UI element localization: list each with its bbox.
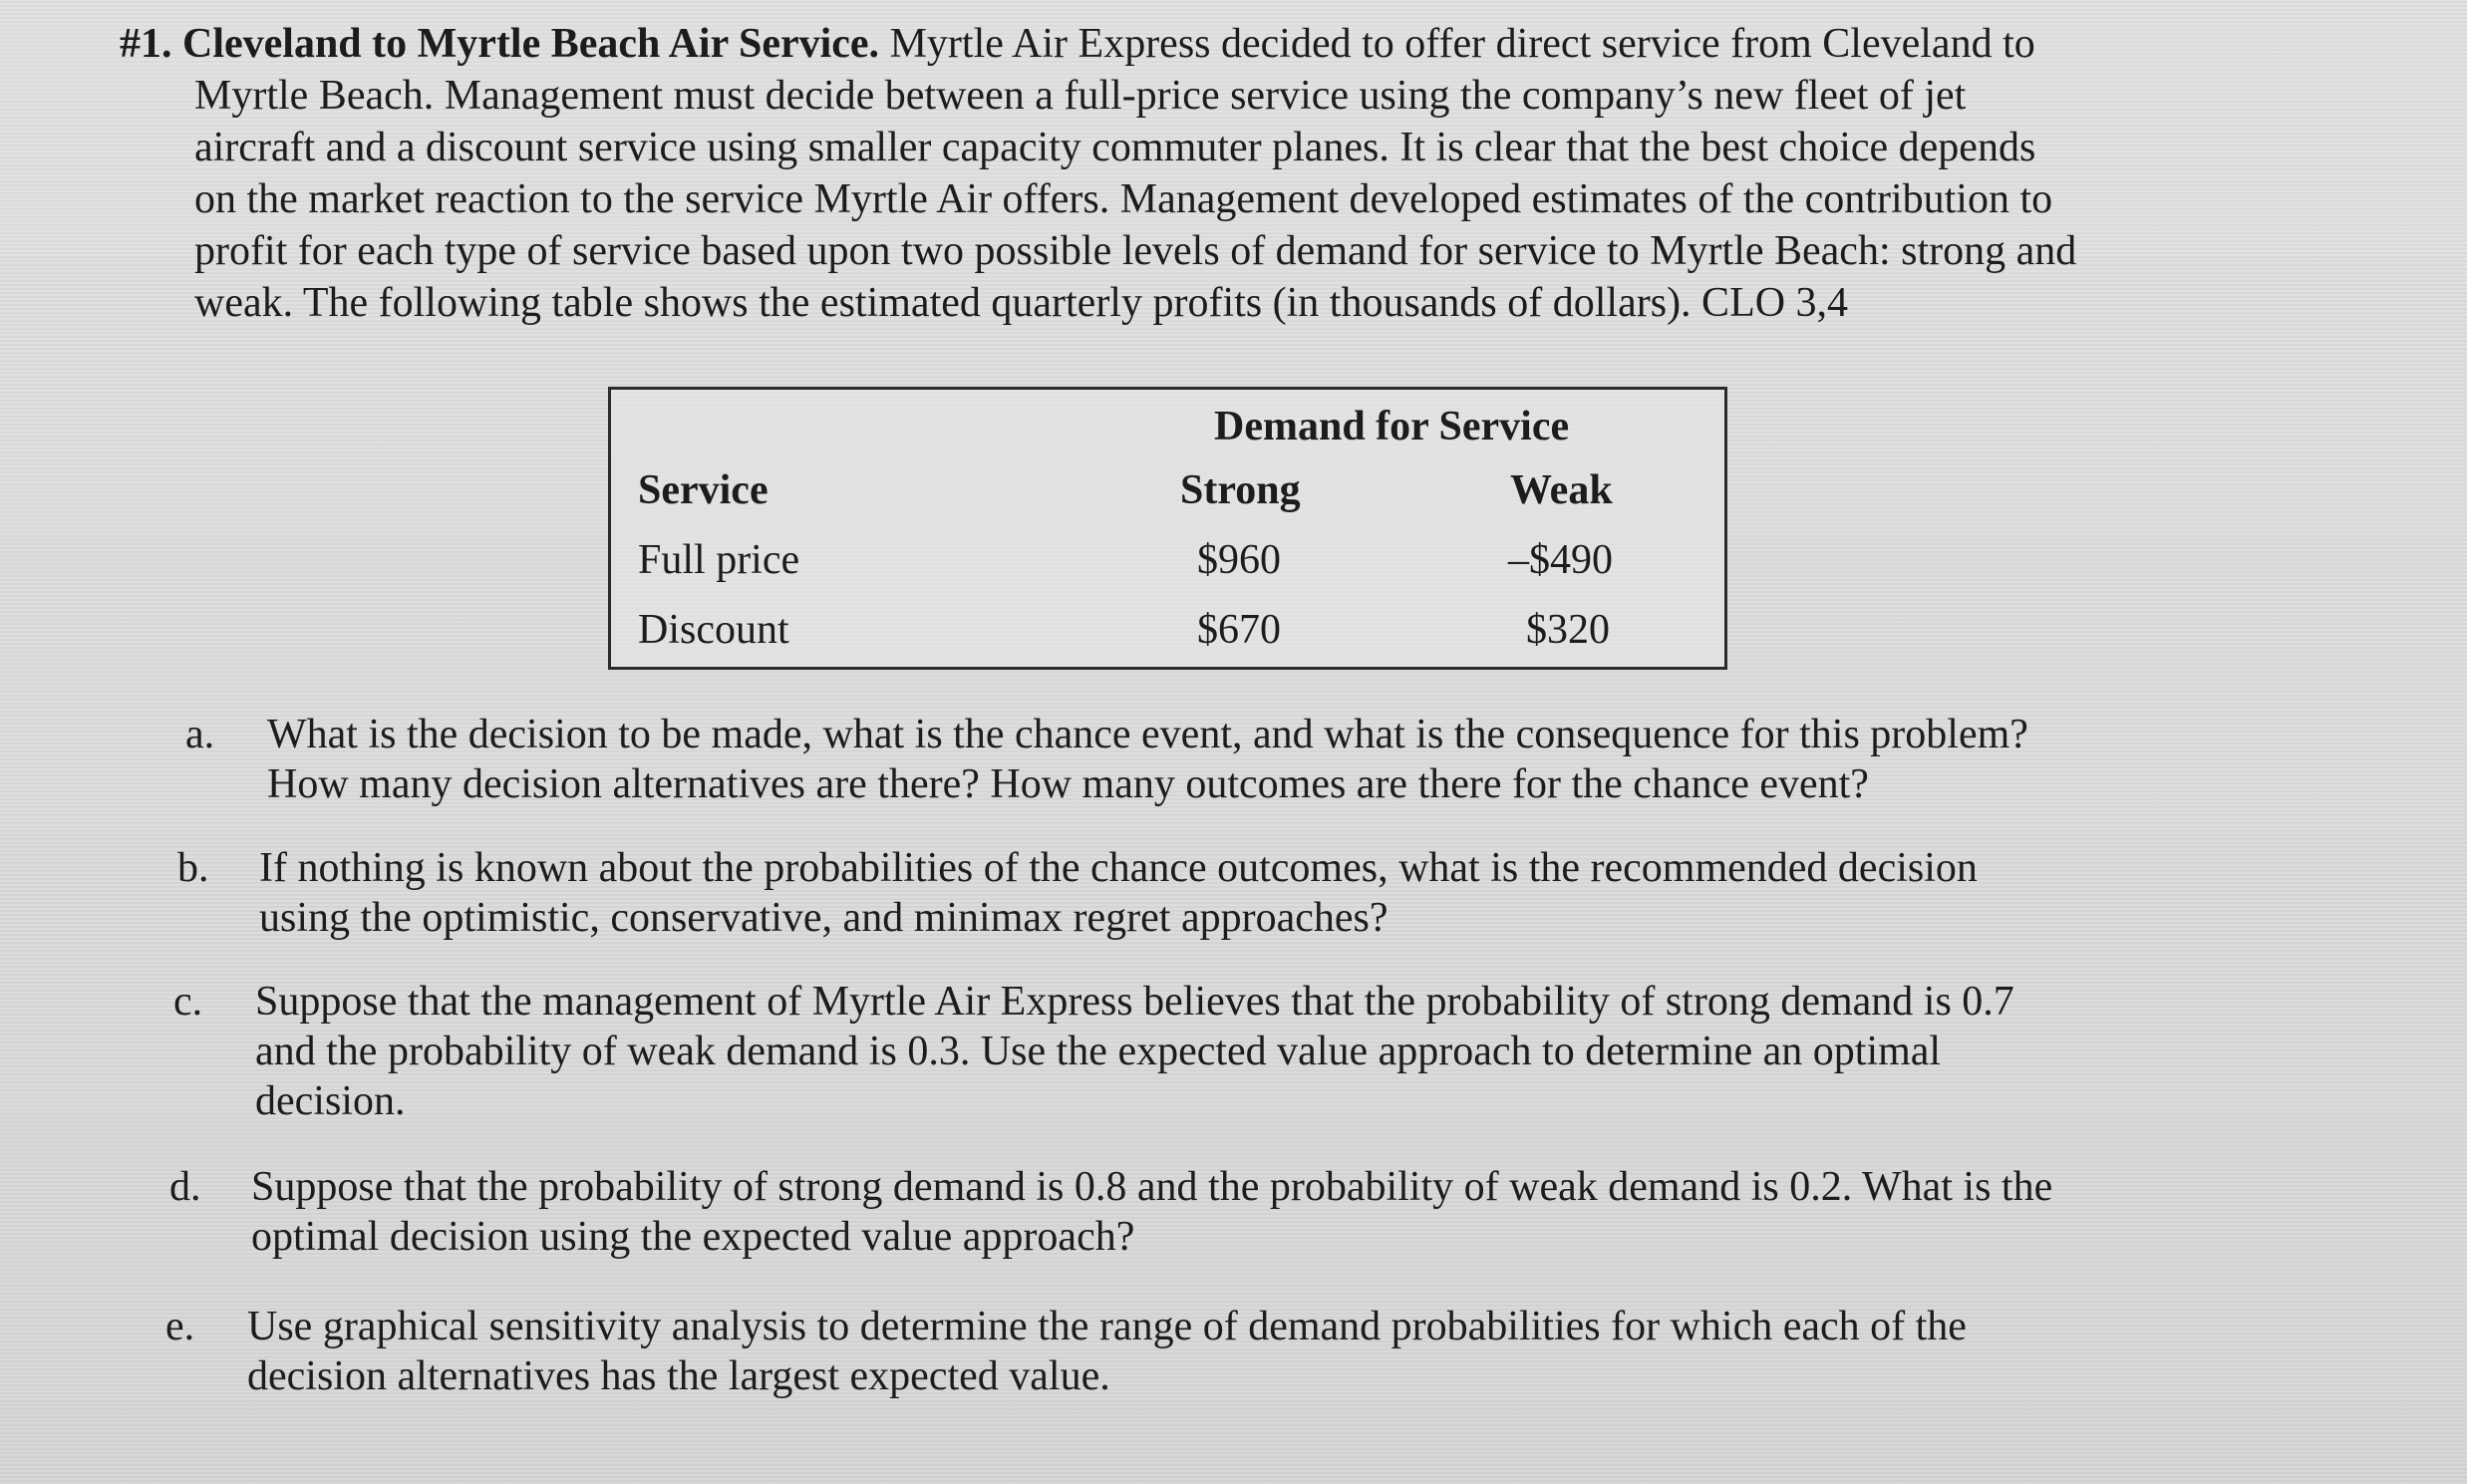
question-line: decision.	[255, 1078, 406, 1124]
table-header-service: Service	[638, 467, 769, 513]
question-line: What is the decision to be made, what is the chance event, and what is the consequence for this problem?	[267, 712, 2028, 757]
question-e	[165, 1302, 2291, 1401]
question-line: Suppose that the management of Myrtle Air Express believes that the probability of strong demand is 0.7	[255, 979, 2014, 1025]
problem-body	[120, 70, 2273, 329]
question-letter: d.	[169, 1164, 201, 1210]
problem-line: aircraft and a discount service using smaller capacity commuter planes. It is clear that the best choice depends	[194, 125, 2036, 170]
table-header-strong: Strong	[1180, 467, 1301, 513]
table-cell-strong: $670	[1197, 607, 1281, 653]
question-line: using the optimistic, conservative, and minimax regret approaches?	[259, 895, 1388, 941]
table-cell-weak: $320	[1526, 607, 1610, 653]
problem-intro-first: Myrtle Air Express decided to offer direct service from Cleveland to	[889, 21, 2035, 67]
question-d	[169, 1162, 2295, 1262]
question-line: Suppose that the probability of strong demand is 0.8 and the probability of weak demand is 0.2. What is the	[251, 1164, 2053, 1210]
question-a	[185, 710, 2311, 809]
problem-statement	[120, 18, 2273, 329]
problem-line: on the market reaction to the service Myrtle Air offers. Management developed estimates of the contribution to	[194, 176, 2053, 222]
question-line: decision alternatives has the largest expected value.	[247, 1353, 1110, 1399]
question-b	[177, 843, 2303, 943]
question-letter: b.	[177, 845, 209, 891]
problem-line: profit for each type of service based upon two possible levels of demand for service to Myrtle Beach: strong and	[194, 228, 2077, 274]
table-cell-strong: $960	[1197, 537, 1281, 583]
problem-title: Cleveland to Myrtle Beach Air Service.	[182, 21, 880, 67]
question-line: Use graphical sensitivity analysis to determine the range of demand probabilities for which each of the	[247, 1304, 1967, 1349]
question-line: If nothing is known about the probabilities of the chance outcomes, what is the recommended decision	[259, 845, 1978, 891]
table-header-weak: Weak	[1510, 467, 1613, 513]
profit-table	[608, 387, 1727, 670]
question-line: How many decision alternatives are there? How many outcomes are there for the chance event?	[267, 761, 1869, 807]
question-letter: c.	[173, 979, 203, 1025]
problem-line: weak. The following table shows the estimated quarterly profits (in thousands of dollars). CLO 3,4	[194, 280, 1849, 326]
problem-line: Myrtle Beach. Management must decide between a full-price service using the company’s new fleet of jet	[194, 73, 1967, 119]
question-line: and the probability of weak demand is 0.3. Use the expected value approach to determine an optimal	[255, 1029, 1942, 1074]
table-group-header: Demand for Service	[1214, 404, 1570, 449]
problem-heading-line	[120, 18, 2273, 70]
question-letter: a.	[185, 712, 215, 757]
question-c	[173, 977, 2299, 1126]
question-letter: e.	[165, 1304, 195, 1349]
question-line: optimal decision using the expected value approach?	[251, 1214, 1135, 1260]
table-cell-service: Discount	[638, 607, 789, 653]
table-cell-weak: –$490	[1508, 537, 1613, 583]
table-cell-service: Full price	[638, 537, 800, 583]
problem-number: #1.	[120, 21, 172, 67]
